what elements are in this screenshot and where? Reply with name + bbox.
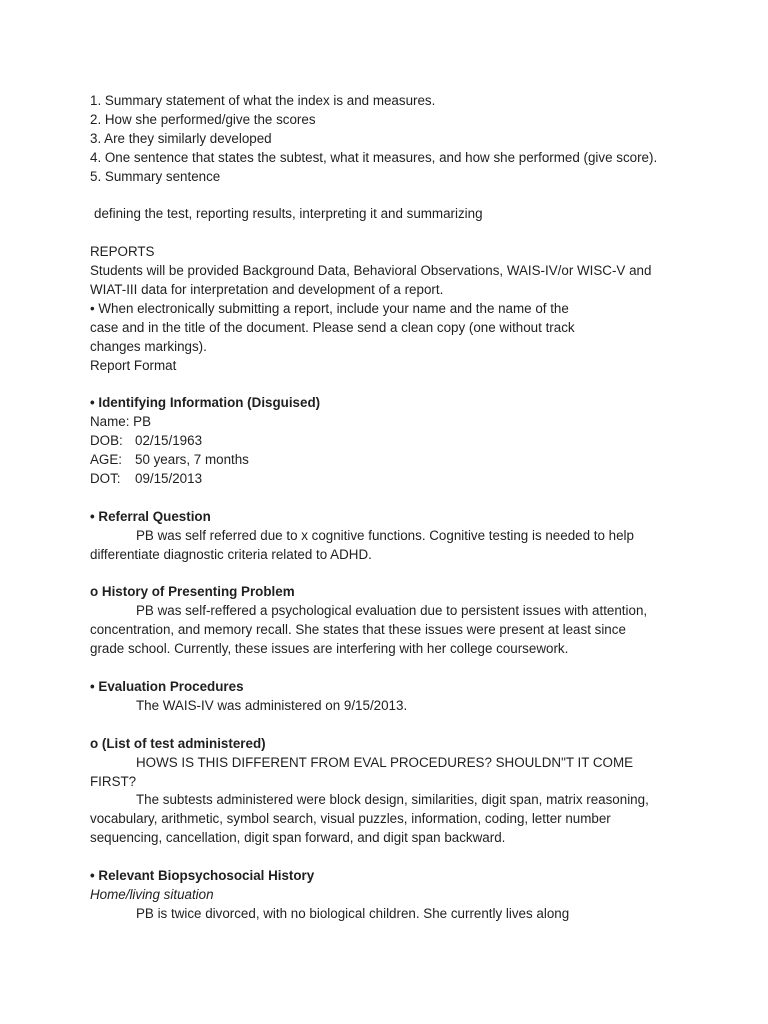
name-field: Name: PB	[90, 414, 152, 430]
paragraph-line: concentration, and memory recall. She states that these issues were present at least since	[90, 622, 626, 638]
biopsychosocial-section	[90, 867, 690, 924]
evaluation-section	[90, 678, 690, 716]
age-label: AGE:	[90, 452, 122, 468]
list-item: 5. Summary sentence	[90, 168, 221, 184]
reports-section	[90, 243, 690, 375]
section-heading: • Evaluation Procedures	[90, 679, 244, 694]
section-heading: o (List of test administered)	[90, 735, 266, 751]
dob-label: DOB:	[90, 433, 123, 449]
dot-value: 09/15/2013	[135, 471, 203, 487]
paragraph-line: differentiate diagnostic criteria related to ADHD.	[90, 546, 372, 562]
paragraph-line: grade school. Currently, these issues are interfering with her college coursework.	[90, 641, 569, 657]
paragraph-line: The WAIS-IV was administered on 9/15/2013.	[136, 697, 408, 713]
dot-label: DOT:	[90, 471, 121, 487]
paragraph-line: WIAT-III data for interpretation and development of a report.	[90, 282, 444, 298]
paragraph-line: Students will be provided Background Data, Behavioral Observations, WAIS-IV/or WISC-V and	[90, 263, 652, 279]
age-value: 50 years, 7 months	[135, 452, 249, 468]
paragraph-line: PB was self-reffered a psychological evaluation due to persistent issues with attention,	[136, 603, 648, 619]
paragraph-line: The subtests administered were block design, similarities, digit span, matrix reasoning,	[136, 792, 649, 808]
section-heading: • Referral Question	[90, 508, 211, 524]
history-section	[90, 583, 690, 659]
steps-list	[90, 92, 690, 187]
list-item: 4. One sentence that states the subtest, what it measures, and how she performed (give score).	[90, 149, 658, 165]
list-item: 3. Are they similarly developed	[90, 130, 272, 146]
paragraph-line: PB is twice divorced, with no biological children. She currently lives along	[136, 905, 570, 921]
paragraph-line: case and in the title of the document. Please send a clean copy (one without track	[90, 319, 575, 335]
paragraph-line: HOWS IS THIS DIFFERENT FROM EVAL PROCEDURES? SHOULDN"T IT COME	[136, 754, 634, 770]
dob-value: 02/15/1963	[135, 433, 203, 449]
reports-title: REPORTS	[90, 244, 155, 260]
dob-field	[90, 432, 690, 451]
subheading: Home/living situation	[90, 886, 214, 902]
paragraph-line: PB was self referred due to x cognitive functions. Cognitive testing is needed to help	[136, 527, 634, 543]
dot-field	[90, 470, 690, 489]
list-item: 1. Summary statement of what the index is and measures.	[90, 93, 436, 108]
report-format-label: Report Format	[90, 357, 177, 373]
identifying-section	[90, 394, 690, 489]
age-field	[90, 451, 690, 470]
tests-section	[90, 735, 690, 848]
section-heading: o History of Presenting Problem	[90, 584, 295, 600]
document-page	[90, 92, 690, 924]
section-heading: • Identifying Information (Disguised)	[90, 395, 321, 411]
referral-section	[90, 508, 690, 565]
paragraph-line: sequencing, cancellation, digit span forward, and digit span backward.	[90, 830, 506, 846]
defining-note: defining the test, reporting results, interpreting it and summarizing	[94, 206, 483, 222]
section-heading: • Relevant Biopsychosocial History	[90, 868, 315, 884]
paragraph-line: vocabulary, arithmetic, symbol search, visual puzzles, information, coding, letter number	[90, 811, 611, 827]
paragraph-line: changes markings).	[90, 338, 207, 354]
paragraph-line: • When electronically submitting a report, include your name and the name of the	[90, 300, 569, 316]
list-item: 2. How she performed/give the scores	[90, 111, 316, 127]
paragraph-line: FIRST?	[90, 773, 137, 789]
